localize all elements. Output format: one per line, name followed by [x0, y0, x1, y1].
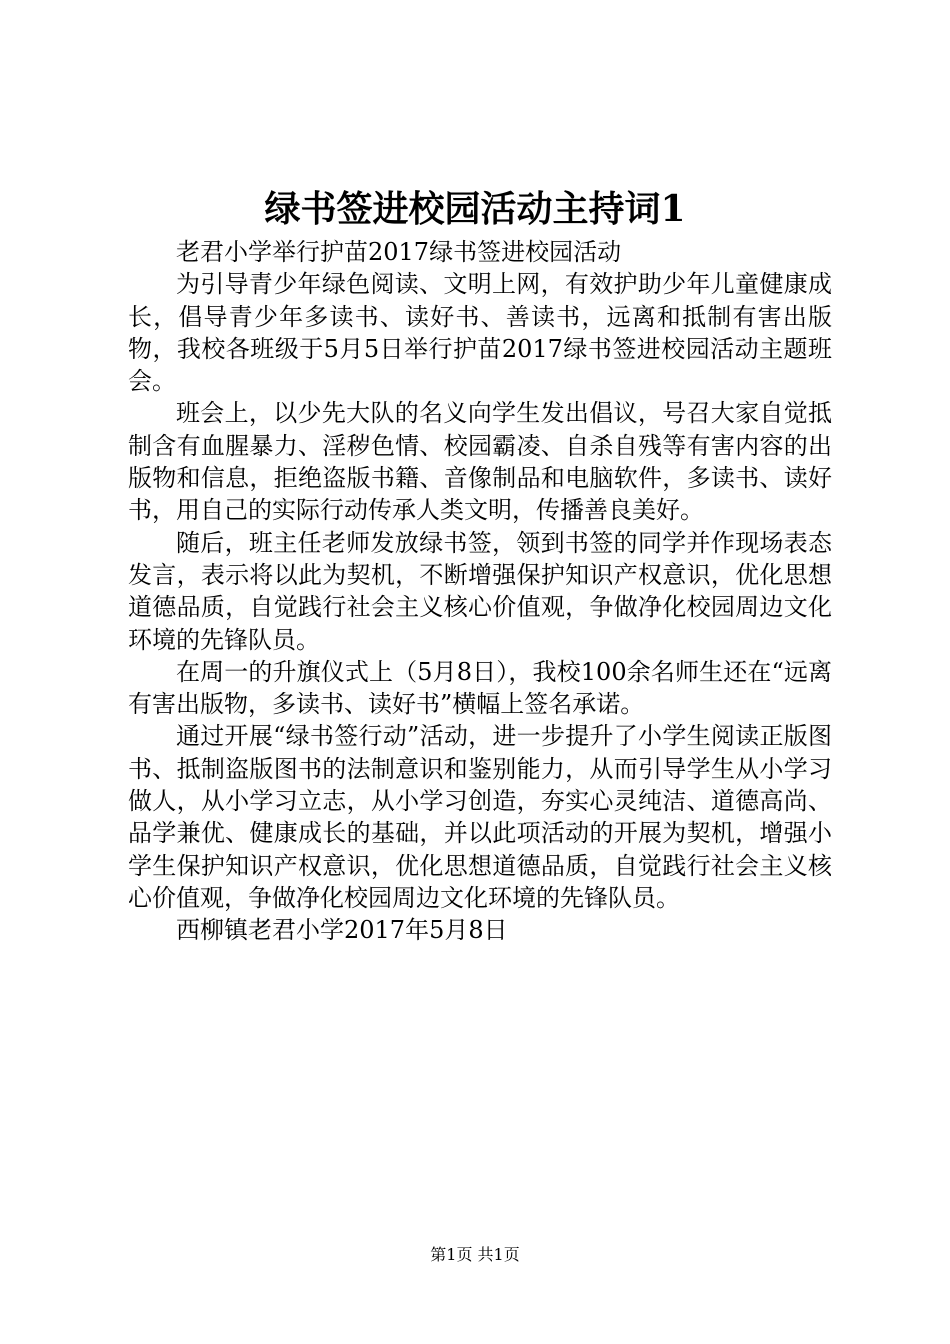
- paragraph-bookmark-distribution: 随后，班主任老师发放绿书签，领到书签的同学并作现场表态发言，表示将以此为契机，不断增强保护知识产权意识，优化思想道德品质，自觉践行社会主义核心价值观，争做净化校园周边文化环境的先锋队员。: [128, 528, 832, 654]
- paragraph-conclusion: 通过开展“绿书签行动”活动，进一步提升了小学生阅读正版图书、抵制盗版图书的法制意识和鉴别能力，从而引导学生从小学习做人，从小学习立志，从小学习创造，夯实心灵纯洁、道德高尚、品学兼优、健康成长的基础，并以此项活动的开展为契机，增强小学生保护知识产权意识，优化思想道德品质，自觉践行社会主义核心价值观，争做净化校园周边文化环境的先锋队员。: [128, 722, 832, 912]
- paragraph-class-meeting: 班会上，以少先大队的名义向学生发出倡议，号召大家自觉抵制含有血腥暴力、淫秽色情、校园霸凌、自杀自残等有害内容的出版物和信息，拒绝盗版书籍、音像制品和电脑软件，多读书、读好书，用自己的实际行动传承人类文明，传播善良美好。: [128, 399, 832, 525]
- paragraph-flag-ceremony: 在周一的升旗仪式上（5月8日），我校100余名师生还在“远离有害出版物，多读书、读好书”横幅上签名承诺。: [128, 657, 832, 719]
- paragraph-intro: 为引导青少年绿色阅读、文明上网，有效护助少年儿童健康成长，倡导青少年多读书、读好书、善读书，远离和抵制有害出版物，我校各班级于5月5日举行护苗2017绿书签进校园活动主题班会。: [128, 270, 832, 396]
- document-body: [128, 236, 832, 947]
- document-title: 绿书签进校园活动主持词1: [264, 188, 686, 230]
- paragraph-signature: 西柳镇老君小学2017年5月8日: [176, 916, 508, 945]
- page-number-footer: 第1页 共1页: [430, 1245, 520, 1264]
- paragraph-subtitle: 老君小学举行护苗2017绿书签进校园活动: [176, 238, 622, 266]
